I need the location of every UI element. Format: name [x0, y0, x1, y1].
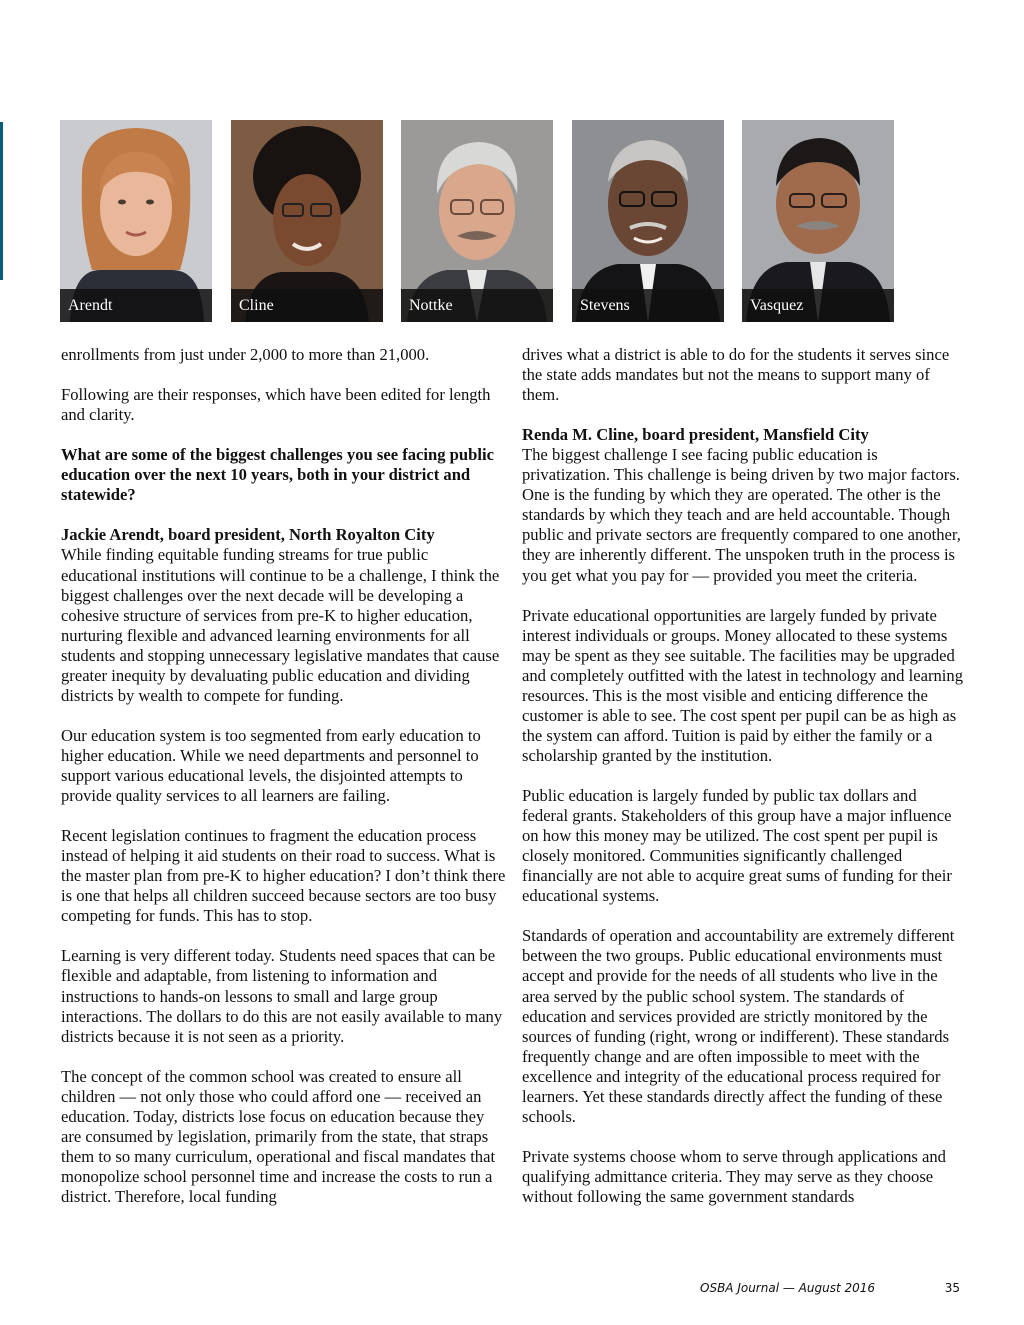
caption-vasquez: Vasquez — [742, 289, 894, 322]
caption-stevens: Stevens — [572, 289, 724, 322]
caption-arendt: Arendt — [60, 289, 212, 322]
caption-nottke: Nottke — [401, 289, 553, 322]
paragraph: Public education is largely funded by public tax dollars and federal grants. Stakeholders of this group have a major influence on how this money may be utilized. The cost spent per pupil is closely monitored. Communities significantly challenged financially are not able to acquire great sums of funding for their educational systems. — [522, 786, 952, 906]
speaker-heading: Jackie Arendt, board president, North Royalton City — [61, 525, 435, 545]
page-number: 35 — [944, 1281, 960, 1295]
photo-vasquez — [742, 120, 894, 322]
photo-stevens — [572, 120, 724, 322]
paragraph: drives what a district is able to do for the students it serves since the state adds mandates but not the means to support many of them. — [522, 345, 950, 405]
photo-arendt — [60, 120, 212, 322]
paragraph: Recent legislation continues to fragment the education process instead of helping it aid students on their road to success. What is the master plan from pre-K to higher education? I don’t think there is one that helps all children succeed because sectors are too busy competing for funds. This has to stop. — [61, 826, 506, 926]
caption-cline: Cline — [231, 289, 383, 322]
page-edge-accent-bar — [0, 122, 3, 280]
journal-issue-label: OSBA Journal — August 2016 — [700, 1281, 876, 1295]
photo-nottke — [401, 120, 553, 322]
paragraph: Learning is very different today. Students need spaces that can be flexible and adaptable, from listening to information and instructions to hands-on lessons to small and large group interactions. The dollars to do this are not easily available to many districts because it is not seen as a priority. — [61, 946, 503, 1046]
page-footer — [700, 1281, 964, 1295]
paragraph: The biggest challenge I see facing public education is privatization. This challenge is being driven by two major factors. One is the funding by which they are operated. The other is the standards by which they teach and are held accountable. Though public and private sectors are frequently compared to one another, they are inherently different. The unspoken truth in the process is you get what you pay for — provided you meet the criteria. — [522, 445, 961, 585]
speaker-heading: Renda M. Cline, board president, Mansfield City — [522, 425, 869, 445]
paragraph: While finding equitable funding streams for true public educational institutions will continue to be a challenge, I think the biggest challenges over the next decade will be developing a cohesive structure of services from pre-K to higher education, nurturing flexible and advanced learning environments for all students and stopping unnecessary legislative mandates that cause greater inequity by devaluating public education and dividing districts by wealth to compete for funding. — [61, 545, 500, 705]
paragraph: Private educational opportunities are largely funded by private interest individuals or groups. Money allocated to these systems may be spent as they see suitable. The facilities may be upgraded and completely outfitted with the latest in technology and learning resources. This is the most visible and enticing difference the customer is able to see. The cost spent per pupil can be as high as the system can afford. Tuition is paid by either the family or a scholarship granted by the institution. — [522, 605, 963, 765]
paragraph: enrollments from just under 2,000 to more than 21,000. — [61, 345, 430, 364]
photo-cline — [231, 120, 383, 322]
paragraph: Following are their responses, which have been edited for length and clarity. — [61, 385, 491, 425]
paragraph: The concept of the common school was created to ensure all children — not only those who could afford one — received an education. Today, districts lose focus on education because they are consumed by legislation, primarily from the state, that straps them to so many curriculum, operational and fiscal mandates that monopolize school personnel time and increase the costs to run a district. Therefore, local funding — [61, 1066, 496, 1206]
paragraph: Private systems choose whom to serve through applications and qualifying admittance criteria. They may serve as they choose without following the same government standards — [522, 1146, 946, 1206]
paragraph: Our education system is too segmented from early education to higher education. While we need departments and personnel to support various educational levels, the disjointed attempts to provide quality services to all learners are failing. — [61, 725, 481, 806]
paragraph: Standards of operation and accountability are extremely different between the two groups. Public educational environments must accept and provide for the needs of all students who live in the area served by the public school system. The standards of education and services provided are strictly monitored by the sources of funding (right, wrong or indifferent). These standards frequently change and are often impossible to meet with the excellence and integrity of the educational process required for learners. Yet these standards directly affect the funding of these schools. — [522, 926, 955, 1126]
article-left-column — [61, 345, 507, 1227]
article-right-column — [522, 345, 964, 1227]
interview-question: What are some of the biggest challenges you see facing public education over the next 10 years, both in your district and statewide? — [61, 445, 494, 505]
